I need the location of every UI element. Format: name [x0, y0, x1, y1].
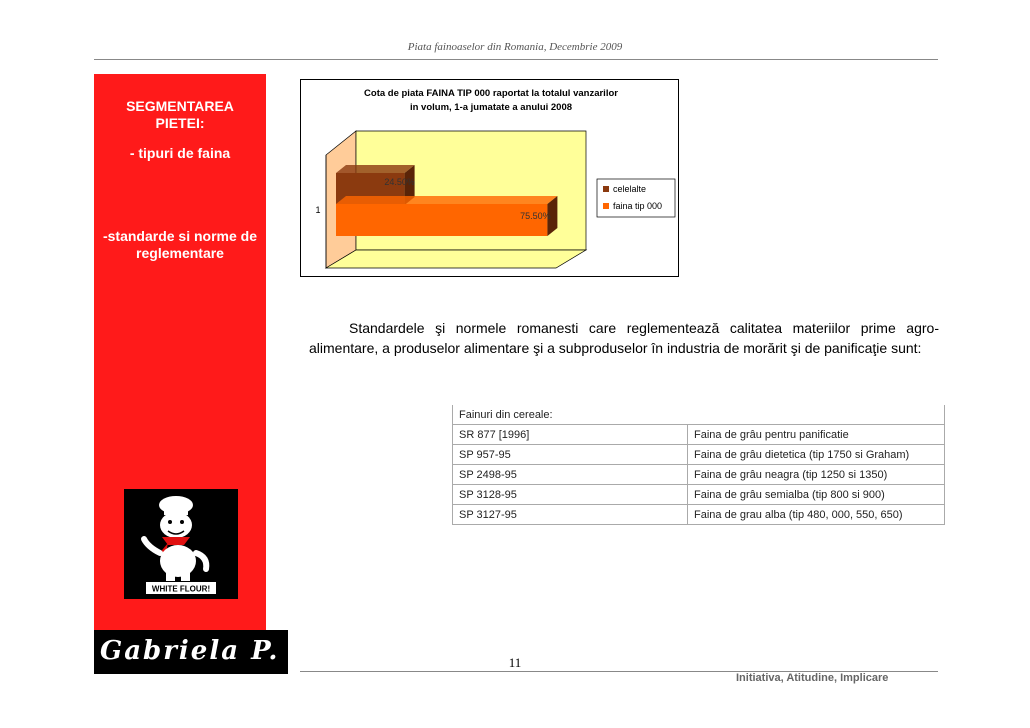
intro-text: Standardele şi normele romanesti care reglementează calitatea materiilor prime agro-alimentare, a produselor alimentare şi a subproduselor în industria de morărit şi de panificaţie sunt:	[309, 320, 939, 356]
standard-code: SP 3127-95	[453, 505, 688, 525]
header-title: Piata fainoaselor din Romania, Decembrie 2009	[407, 41, 623, 53]
table-row	[453, 505, 945, 525]
standard-description: Faina de grâu dietetica (tip 1750 si Graham)	[688, 445, 945, 465]
header-rule	[94, 59, 938, 60]
signature: Gabriela P.	[100, 636, 280, 666]
standard-description: Faina de grâu neagra (tip 1250 si 1350)	[688, 465, 945, 485]
white-flour-logo	[124, 489, 238, 599]
logo-text: WHITE FLOUR!	[151, 584, 211, 594]
segment-item-standards: -standarde si norme de reglementare	[102, 228, 258, 261]
data-label-celelalte: 24.50%	[384, 177, 415, 187]
table-row	[453, 425, 945, 445]
chart-legend	[597, 179, 675, 217]
legend-swatch-celelalte	[603, 186, 609, 192]
chart-floor	[326, 250, 586, 268]
chart-title-line-1: Cota de piata FAINA TIP 000 raportat la totalul vanzarilor	[364, 88, 618, 99]
table-row	[453, 485, 945, 505]
data-label-faina-tip-000: 75.50%	[520, 211, 551, 221]
chart-canvas	[301, 80, 678, 276]
standard-code: SR 877 [1996]	[453, 425, 688, 445]
footer-slogan: Initiativa, Atitudine, Implicare	[736, 672, 889, 684]
chart-title-line-2: in volum, 1-a jumatate a anului 2008	[409, 102, 573, 113]
standard-code: SP 3128-95	[453, 485, 688, 505]
page-number: 11	[508, 655, 522, 670]
chef-mascot-icon	[124, 489, 238, 599]
bar-top-faina-tip-000	[336, 196, 557, 204]
table-category-row	[453, 405, 945, 425]
legend-swatch-faina-tip-000	[603, 203, 609, 209]
table-row	[453, 445, 945, 465]
standards-table	[452, 405, 945, 525]
intro-paragraph	[309, 318, 939, 358]
table-empty-cell	[688, 405, 945, 425]
standard-description: Faina de grâu semialba (tip 800 si 900)	[688, 485, 945, 505]
standard-description: Faina de grau alba (tip 480, 000, 550, 650)	[688, 505, 945, 525]
table-category: Fainuri din cereale:	[453, 405, 688, 425]
standard-code: SP 2498-95	[453, 465, 688, 485]
segment-item-types: - tipuri de faina	[129, 145, 231, 161]
standard-description: Faina de grâu pentru panificatie	[688, 425, 945, 445]
legend-label-faina-tip-000: faina tip 000	[613, 201, 663, 211]
market-share-chart	[300, 79, 679, 277]
legend-label-celelalte: celelalte	[613, 184, 647, 194]
bar-top-celelalte	[336, 165, 415, 173]
segment-title: SEGMENTAREA PIETEI:	[126, 98, 234, 131]
chart-category-label: 1	[315, 205, 321, 215]
table-row	[453, 465, 945, 485]
standard-code: SP 957-95	[453, 445, 688, 465]
bar-faina-tip-000	[336, 204, 547, 236]
